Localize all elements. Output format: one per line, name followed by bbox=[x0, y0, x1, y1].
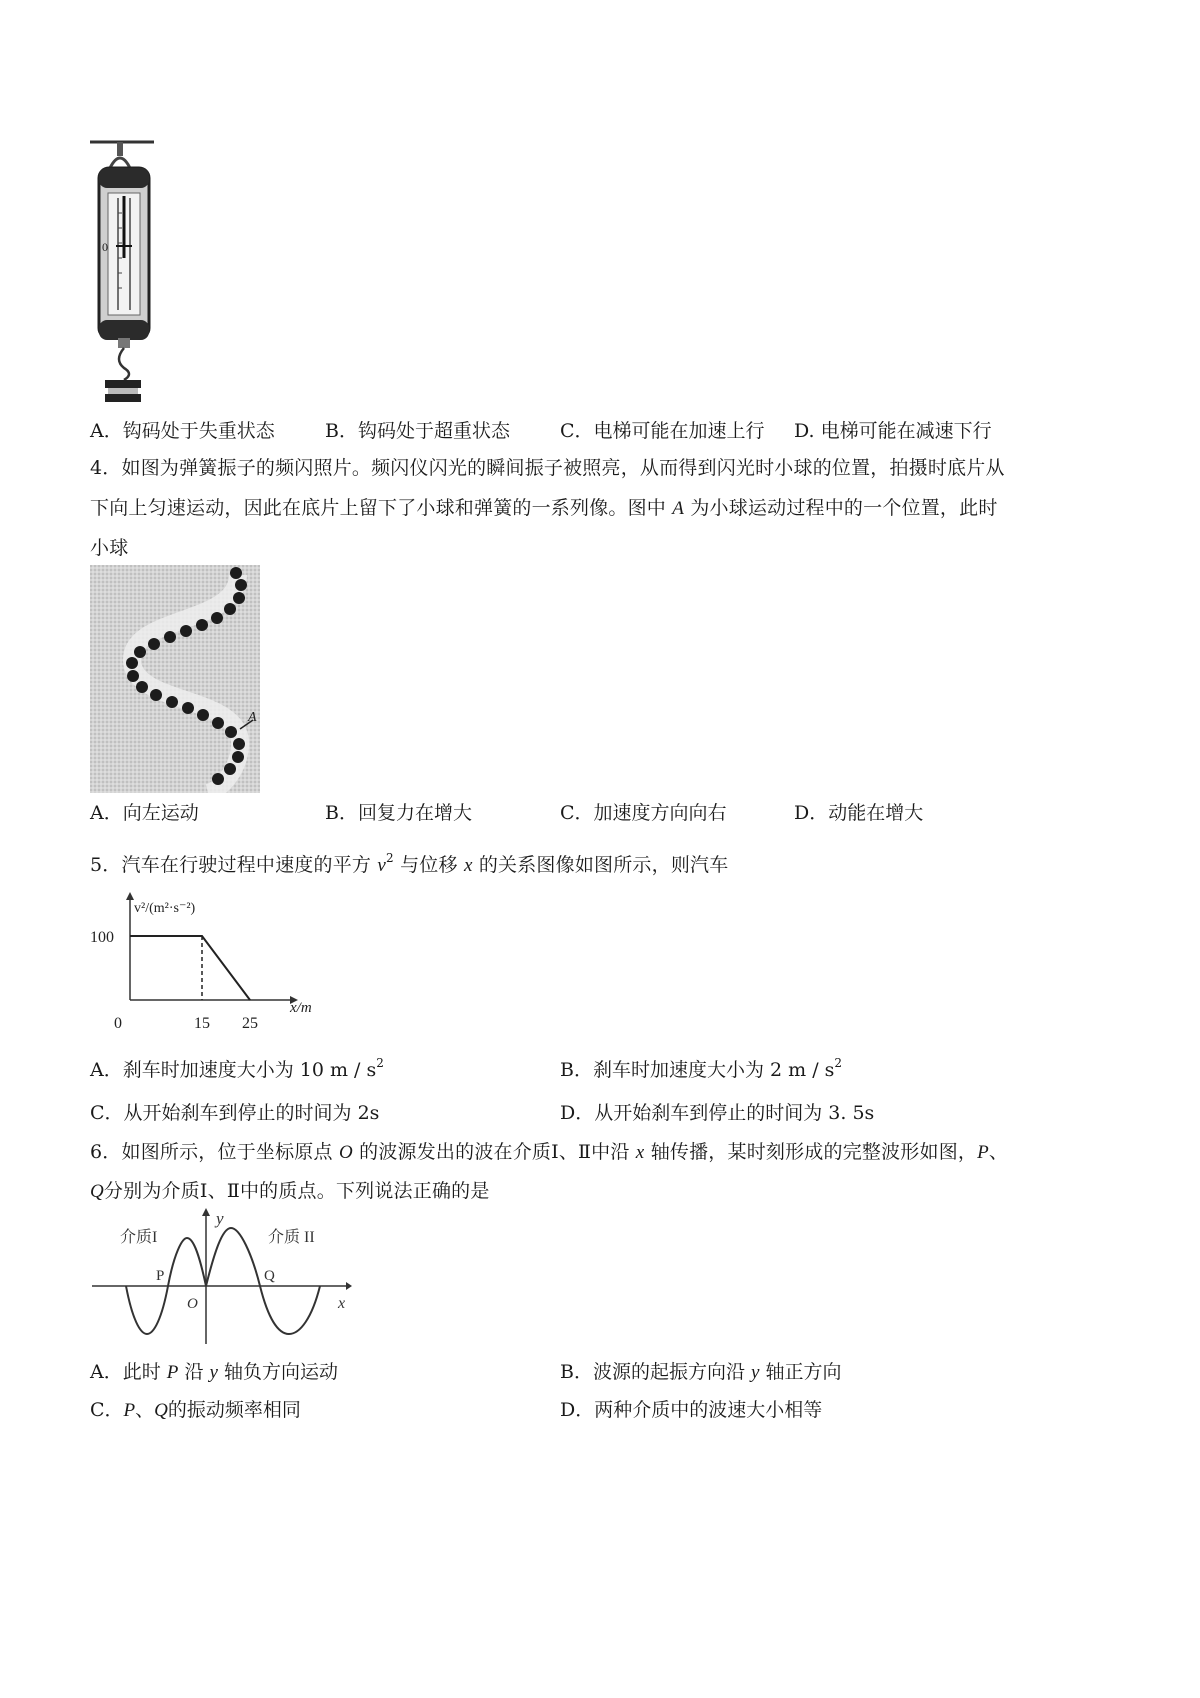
q6-option-d: D．两种介质中的波速大小相等 bbox=[560, 1399, 823, 1421]
q5-stem-x: x bbox=[463, 855, 473, 876]
q6-stem-line-1 bbox=[90, 1139, 1008, 1166]
q4-stem-line-2-post: 为小球运动过程中的一个位置，此时 bbox=[690, 497, 998, 519]
q5-option-a bbox=[90, 1057, 384, 1083]
q6-stem-o: O bbox=[338, 1142, 353, 1163]
q5-stem-mid: 与位移 bbox=[400, 854, 458, 876]
q6-option-b-pre: B．波源的起振方向沿 bbox=[560, 1361, 745, 1383]
chart-x-tick-label: 0 bbox=[114, 1015, 122, 1030]
q6-stem-x: x bbox=[635, 1142, 645, 1163]
q6-stem-end: 、 bbox=[988, 1141, 1009, 1163]
q5-option-a-value: 10 m / s bbox=[299, 1059, 377, 1081]
wave-point-q-label: Q bbox=[264, 1268, 275, 1284]
chart-marks bbox=[130, 936, 250, 1000]
q6-option-c-pre: C． bbox=[90, 1399, 124, 1421]
q6-stem-p: P bbox=[977, 1142, 989, 1163]
q5-stem-v: v bbox=[377, 855, 386, 876]
q6-option-a-mid: 沿 bbox=[184, 1361, 204, 1383]
q5-option-b bbox=[560, 1057, 842, 1083]
q4-option-b: B．回复力在增大 bbox=[325, 802, 472, 824]
v2-x-chart bbox=[90, 890, 335, 1030]
q6-option-b-post: 轴正方向 bbox=[765, 1361, 842, 1383]
q6-stem-pre: 6．如图所示，位于坐标原点 bbox=[90, 1141, 333, 1163]
q4-stem-line-1: 4．如图为弹簧振子的频闪照片。频闪仪闪光的瞬间振子被照亮，从而得到闪光时小球的位置，拍摄时底片从 bbox=[90, 457, 1005, 479]
strobe-point-a-label: A bbox=[248, 710, 257, 725]
q6-option-c-q: Q bbox=[154, 1400, 168, 1421]
spring-scale-figure bbox=[88, 138, 160, 403]
q6-option-a-y: y bbox=[209, 1362, 218, 1383]
q6-stem-line-2-text: 分别为介质Ⅰ、Ⅱ中的质点。下列说法正确的是 bbox=[103, 1180, 490, 1202]
q6-stem-q: Q bbox=[90, 1181, 104, 1202]
q6-stem-post: 轴传播，某时刻形成的完整波形如图， bbox=[650, 1141, 978, 1163]
wave-x-axis-label: x bbox=[338, 1295, 346, 1312]
chart-x-tick-label: 25 bbox=[242, 1015, 258, 1030]
chart-series-line bbox=[130, 936, 250, 1000]
q6-option-a-pre: A．此时 bbox=[90, 1361, 161, 1383]
wave-y-axis-label: y bbox=[216, 1209, 224, 1228]
q3-option-d: D. 电梯可能在减速下行 bbox=[794, 420, 992, 442]
chart-y-axis-label: v²/(m²·s⁻²) bbox=[134, 901, 196, 916]
q5-option-b-value: 2 m / s bbox=[770, 1059, 835, 1081]
q6-stem-mid: 的波源发出的波在介质Ⅰ、Ⅱ中沿 bbox=[359, 1141, 630, 1163]
q3-option-c: C．电梯可能在加速上行 bbox=[560, 420, 765, 442]
wave-figure bbox=[90, 1208, 352, 1348]
wave-medium-2-label: 介质 II bbox=[268, 1229, 315, 1246]
q4-option-a: A．向左运动 bbox=[90, 802, 199, 824]
q5-stem-pre: 5．汽车在行驶过程中速度的平方 bbox=[90, 854, 372, 876]
q3-option-b: B．钩码处于超重状态 bbox=[325, 420, 510, 442]
q6-option-c bbox=[90, 1397, 301, 1424]
q4-option-c: C．加速度方向向右 bbox=[560, 802, 727, 824]
q6-option-c-post: 的振动频率相同 bbox=[167, 1399, 301, 1421]
q5-option-c: C．从开始刹车到停止的时间为 2s bbox=[90, 1102, 380, 1124]
q6-option-a-p: P bbox=[166, 1362, 179, 1383]
q3-option-a: A．钩码处于失重状态 bbox=[90, 420, 275, 442]
wave-medium-1-label: 介质I bbox=[120, 1229, 158, 1246]
chart-x-tick-label: 15 bbox=[194, 1015, 210, 1030]
q5-option-b-exponent: 2 bbox=[834, 1056, 843, 1070]
q5-option-a-exponent: 2 bbox=[376, 1056, 384, 1070]
q4-stem-line-2-pre: 下向上匀速运动，因此在底片上留下了小球和弹簧的一系列像。图中 bbox=[90, 497, 667, 519]
q6-option-a bbox=[90, 1359, 338, 1386]
chart-x-axis-label: x/m bbox=[290, 1000, 312, 1016]
q5-option-d: D．从开始刹车到停止的时间为 3. 5s bbox=[560, 1102, 875, 1124]
q5-stem-v-exponent: 2 bbox=[385, 851, 394, 865]
q5-stem-post: 的关系图像如图所示，则汽车 bbox=[478, 854, 729, 876]
wave-origin-label: O bbox=[187, 1296, 198, 1312]
wave-point-p-label: P bbox=[156, 1268, 165, 1284]
q6-option-c-p: P bbox=[123, 1400, 136, 1421]
q5-option-b-text: B．刹车时加速度大小为 bbox=[560, 1059, 764, 1081]
q6-option-b bbox=[560, 1359, 842, 1386]
strobe-photo-figure bbox=[90, 565, 260, 793]
q4-stem-line-3: 小球 bbox=[90, 537, 129, 559]
q4-stem-line-2 bbox=[90, 495, 998, 522]
q4-option-d: D．动能在增大 bbox=[794, 802, 924, 824]
q6-option-c-sep: 、 bbox=[135, 1399, 155, 1421]
q6-option-b-y: y bbox=[751, 1362, 760, 1383]
scale-zero-mark: 0 bbox=[102, 240, 108, 254]
q5-option-a-text: A．刹车时加速度大小为 bbox=[90, 1059, 294, 1081]
chart-y-tick-label: 100 bbox=[90, 929, 114, 946]
q6-option-a-post: 轴负方向运动 bbox=[223, 1361, 338, 1383]
q4-point-a: A bbox=[672, 498, 685, 519]
q5-stem bbox=[90, 852, 728, 879]
q6-stem-line-2 bbox=[90, 1178, 490, 1205]
chart-y-axis-arrow bbox=[126, 892, 134, 900]
